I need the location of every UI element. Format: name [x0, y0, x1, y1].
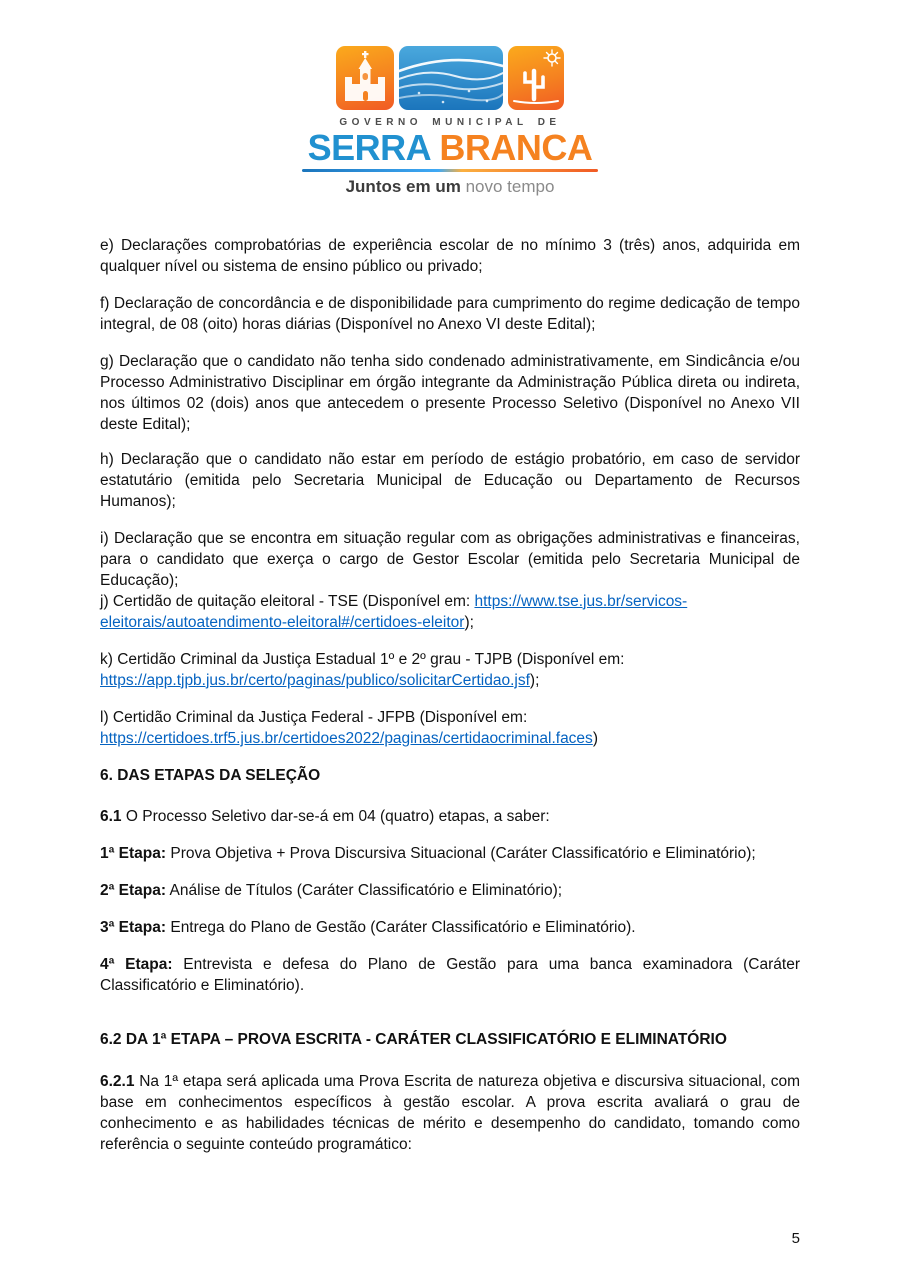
text-run: Prova Objetiva + Prova Discursiva Situacional (Caráter Classificatório e Eliminatório); [166, 844, 756, 862]
item-etapa-2 [100, 880, 800, 901]
brand-divider [302, 169, 598, 172]
document-link[interactable]: https://certidoes.trf5.jus.br/certidoes2022/paginas/certidaocriminal.faces [100, 729, 593, 747]
document-link[interactable]: https://www.tse.jus.br/servicos-eleitorais/autoatendimento-eleitoral#/certidoes-eleitor [100, 592, 688, 631]
tagline-bold: Juntos em um [345, 176, 461, 196]
text-run: k) Certidão Criminal da Justiça Estadual 1º e 2º grau - TJPB (Disponível em: [100, 650, 625, 668]
city-name-branca: BRANCA [439, 127, 593, 168]
text-run-bold: 3ª Etapa: [100, 918, 167, 936]
document-link[interactable]: https://app.tjpb.jus.br/certo/paginas/publico/solicitarCertidao.jsf [100, 671, 530, 689]
text-run: Análise de Títulos (Caráter Classificatório e Eliminatório); [166, 881, 563, 899]
text-run: l) Certidão Criminal da Justiça Federal - JFPB (Disponível em: [100, 708, 528, 726]
item-6-1 [100, 806, 800, 827]
city-name-serra: SERRA [307, 127, 430, 168]
text-run: i) Declaração que se encontra em situação regular com as obrigações administrativas e financeiras, para o candidato que exerça o cargo de Gestor Escolar (emitida pelo Secretaria Municipal de Educação); [100, 529, 800, 589]
text-run: f) Declaração de concordância e de disponibilidade para cumprimento do regime dedicação de tempo integral, de 08 (oito) horas diárias (Disponível no Anexo VI deste Edital); [100, 294, 800, 333]
item-etapa-4 [100, 954, 800, 996]
city-name [308, 129, 593, 167]
church-icon [336, 46, 394, 110]
text-run: ); [464, 613, 474, 631]
text-run: h) Declaração que o candidato não estar em período de estágio probatório, em caso de servidor estatutário (emitida pelo Secretaria Municipal de Educação ou Departamento de Recursos Humanos); [100, 450, 800, 510]
item-h [100, 449, 800, 512]
text-run-bold: 6.2 DA 1ª ETAPA – PROVA ESCRITA - CARÁTER CLASSIFICATÓRIO E ELIMINATÓRIO [100, 1030, 727, 1048]
logo-header [0, 0, 900, 197]
item-e [100, 235, 800, 277]
text-run: g) Declaração que o candidato não tenha sido condenado administrativamente, em Sindicância e/ou Processo Administrativo Disciplinar em órgão integrante da Administração Pública direta ou indireta, nos últimos 02 (dois) anos que antecedem o presente Processo Seletivo (Disponível no Anexo VII deste Edital); [100, 352, 800, 433]
text-run: Na 1ª etapa será aplicada uma Prova Escrita de natureza objetiva e discursiva situacional, com base em conhecimentos específicos à gestão escolar. A prova escrita avaliará o grau de conhecimento e as habilidades técnicas de mérito e desempenho do candidato, tomando como referência o seguinte conteúdo programático: [100, 1072, 800, 1153]
text-run-bold: 6.1 [100, 807, 122, 825]
text-run: ) [592, 729, 598, 747]
text-run-bold: 2ª Etapa: [100, 881, 167, 899]
text-run: Entrevista e defesa do Plano de Gestão para uma banca examinadora (Caráter Classificatório e Eliminatório). [100, 955, 800, 994]
text-run-bold: 1ª Etapa: [100, 844, 167, 862]
text-run: O Processo Seletivo dar-se-á em 04 (quatro) etapas, a saber: [121, 807, 550, 825]
tagline [346, 177, 555, 197]
heading-6 [100, 765, 800, 786]
text-run-bold: 4ª Etapa: [100, 955, 173, 973]
document-body [0, 197, 900, 1155]
heading-6-2 [100, 1029, 800, 1050]
item-g [100, 351, 800, 435]
text-run: e) Declarações comprobatórias de experiência escolar de no mínimo 3 (três) anos, adquirida em qualquer nível ou sistema de ensino público ou privado; [100, 236, 800, 275]
gov-line: GOVERNO MUNICIPAL DE [339, 117, 561, 128]
item-i [100, 528, 800, 591]
text-run: Entrega do Plano de Gestão (Caráter Classificatório e Eliminatório). [166, 918, 636, 936]
text-run-bold: 6. DAS ETAPAS DA SELEÇÃO [100, 766, 321, 784]
page-number: 5 [791, 1230, 800, 1247]
logo-tiles [336, 46, 564, 110]
text-run: j) Certidão de quitação eleitoral - TSE (Disponível em: [100, 592, 475, 610]
landscape-icon [399, 46, 503, 110]
item-l [100, 707, 800, 749]
cactus-icon [508, 46, 564, 110]
tagline-light: novo tempo [460, 176, 555, 196]
text-run: ); [529, 671, 540, 689]
item-f [100, 293, 800, 335]
item-k [100, 649, 800, 691]
item-j [100, 591, 800, 633]
text-run-bold: 6.2.1 [100, 1072, 135, 1090]
item-etapa-1 [100, 843, 800, 864]
item-etapa-3 [100, 917, 800, 938]
item-6-2-1 [100, 1071, 800, 1155]
